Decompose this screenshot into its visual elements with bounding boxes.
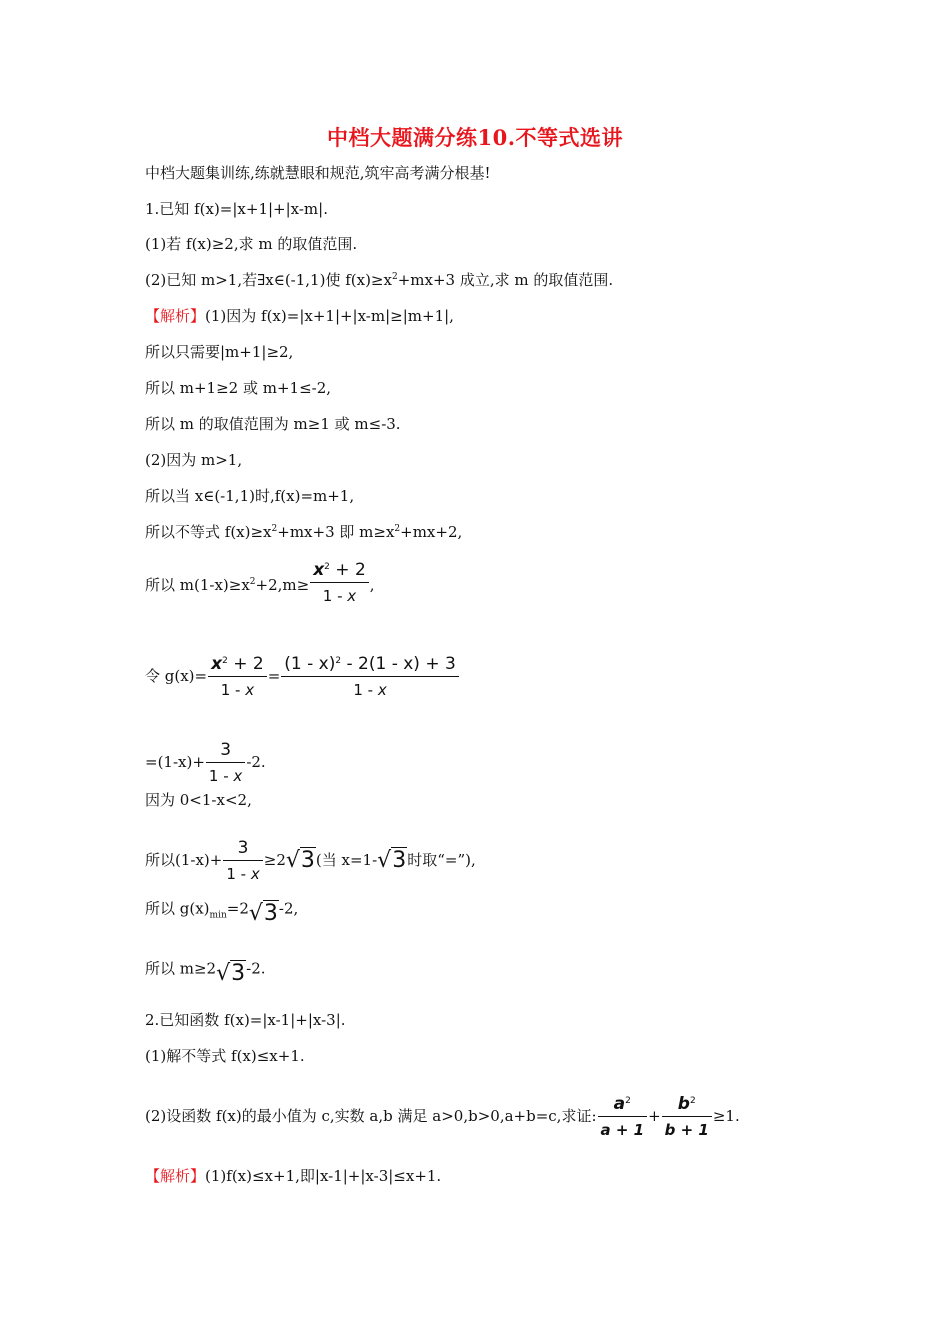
s1-l14-b: -2. [246,959,266,978]
sqrt-three: √3 [377,847,407,873]
frac-den-x: x [347,587,357,605]
fraction-a [598,1094,648,1140]
page-title: 中档大题满分练10.不等式选讲 [326,125,624,150]
s1-l4: 所以 m 的取值范围为 m≥1 或 m≤-3. [145,415,401,433]
s1-l13-b: =2 [226,899,249,918]
s1-l12-b: ≥2 [263,851,286,869]
sqrt-three: √3 [248,901,278,926]
square-sup: 2 [335,656,342,666]
s1-l8-a: 所以 m(1-x)≥x [145,576,250,594]
s1-l9-a: 令 g(x)= [145,667,208,685]
s1-l10-a: =(1-x)+ [145,753,205,771]
frac-num-three: 3 [220,740,232,760]
s1-l13-c: -2, [278,899,299,918]
s1-l1: (1)因为 f(x)=|x+1|+|x-m|≥|m+1|, [205,307,454,325]
square-sup: 2 [271,524,278,534]
square-sup: 2 [394,524,401,534]
s1-l13-a: 所以 g(x) [145,899,210,918]
intro-text: 中档大题集训练,练就慧眼和规范,筑牢高考满分根基! [145,164,491,182]
s1-l7-a: 所以不等式 f(x)≥x [145,523,272,541]
s1-l8 [145,560,375,606]
frac-den-x: x [245,681,255,699]
frac-b: b [677,1094,690,1114]
fraction [223,838,262,884]
solution-tag: 【解析】 [145,307,206,325]
frac-den-x: x [233,767,243,785]
q2-part2 [145,1094,740,1140]
s1-l2: 所以只需要|m+1|≥2, [145,343,294,361]
square-sup: 2 [249,577,256,587]
s1-l10 [145,740,266,786]
s1-l5: (2)因为 m>1, [145,451,243,469]
square-sup: 2 [324,562,330,572]
square-sup: 2 [625,1096,631,1106]
frac-den-b: b + 1 [664,1121,709,1139]
frac-den: 1 - [220,681,246,699]
frac-den: 1 - [226,865,251,883]
frac-den-x: x [250,865,260,883]
frac-den: 1 - [353,681,378,699]
s1-l9 [145,654,460,700]
big-num-rest: - 2(1 - x) + 3 [341,654,456,674]
fraction [206,740,245,786]
frac-den: 1 - [208,767,234,785]
q2-part1: (1)解不等式 f(x)≤x+1. [145,1047,305,1065]
plus: + [648,1107,661,1125]
frac-a: a [613,1094,626,1114]
s1-l8-b: +2,m≥ [255,576,310,594]
square-sup: 2 [391,272,398,282]
frac-den: 1 - [322,587,348,605]
radicand: 3 [231,961,246,986]
q1-part2 [145,270,613,290]
frac-num-three: 3 [237,838,249,858]
solution2-line1 [145,1166,441,1186]
fraction-b [662,1094,712,1140]
s1-l12-d: 时取“=”), [407,851,476,869]
s1-l12-a: 所以(1-x)+ [145,851,223,869]
big-fraction [281,654,459,700]
q1-stem: 1.已知 f(x)=|x+1|+|x-m|. [145,200,328,218]
s1-l10-b: -2. [246,753,266,771]
square-sup: 2 [222,656,228,666]
frac-num-x: x [313,560,325,580]
min-sub: min [209,910,227,921]
q1-part2-pre: (2)已知 m>1,若∃x∈(-1,1)使 f(x)≥x [145,271,392,289]
s2-l1: (1)f(x)≤x+1,即|x-1|+|x-3|≤x+1. [205,1167,442,1185]
fraction [310,560,369,606]
ge-one: ≥1. [712,1107,740,1125]
q2-part2-pre: (2)设函数 f(x)的最小值为 c,实数 a,b 满足 a>0,b>0,a+b=c,求证: [145,1107,597,1125]
s1-l7-b: +mx+3 即 m≥x [277,523,395,541]
s1-l8-c: , [369,576,375,594]
radicand: 3 [392,847,407,873]
s1-l11: 因为 0<1-x<2, [145,791,252,809]
q1-part2-post: +mx+3 成立,求 m 的取值范围. [397,271,614,289]
s1-l12 [145,838,476,884]
s1-l13 [145,894,298,925]
frac-num-rest: + 2 [329,560,366,580]
s1-l14 [145,954,266,985]
s1-l7 [145,522,462,542]
s1-l14-a: 所以 m≥2 [145,959,217,978]
frac-den-x: x [377,681,387,699]
s1-l3: 所以 m+1≥2 或 m+1≤-2, [145,379,332,397]
frac-num-rest: + 2 [227,654,264,674]
fraction [208,654,267,700]
square-sup: 2 [689,1096,696,1106]
solution-tag: 【解析】 [145,1167,206,1185]
s1-l7-c: +mx+2, [400,523,463,541]
equals: = [267,667,281,685]
sqrt-three: √3 [216,961,246,986]
frac-den-a: a + 1 [600,1121,645,1139]
solution1-line1 [145,306,454,326]
frac-num-x: x [211,654,223,674]
radicand: 3 [263,901,278,926]
radicand: 3 [300,847,315,873]
s1-l6: 所以当 x∈(-1,1)时,f(x)=m+1, [145,487,355,505]
sqrt-three: √3 [285,847,315,873]
s1-l12-c: (当 x=1- [315,851,378,869]
big-num: (1 - x) [284,654,336,674]
q1-part1: (1)若 f(x)≥2,求 m 的取值范围. [145,235,358,253]
q2-stem: 2.已知函数 f(x)=|x-1|+|x-3|. [145,1011,346,1029]
